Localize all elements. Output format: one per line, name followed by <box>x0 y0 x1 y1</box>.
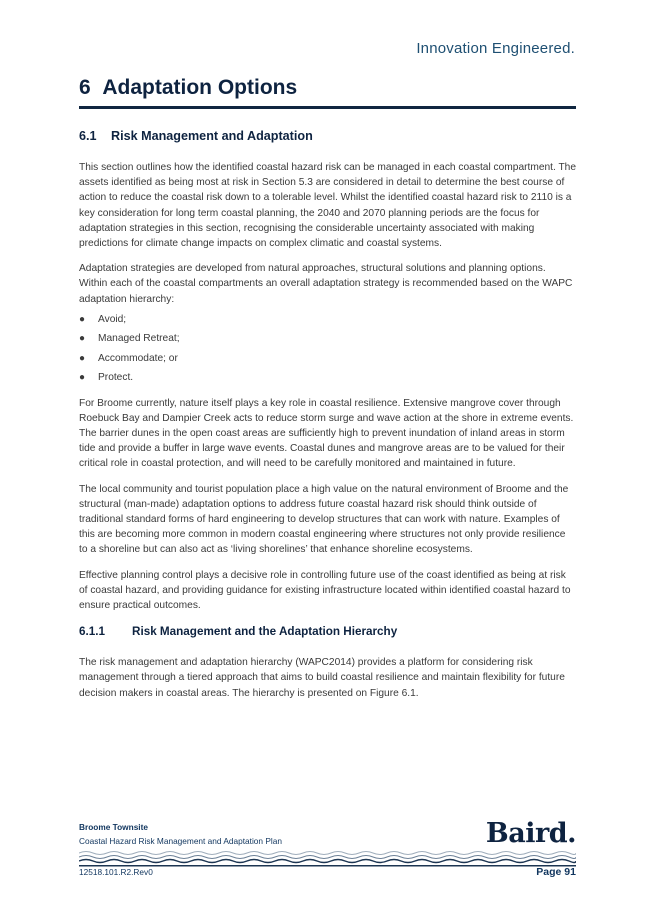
chapter-title: Adaptation Options <box>102 76 298 99</box>
paragraph: Adaptation strategies are developed from natural approaches, structural solutions and planning options. Within each of the coastal compartments an overall adaptation strategy is recommended based on the WAPC adaptation hierarchy: <box>79 263 573 305</box>
footer-project: Broome Townsite <box>79 822 148 832</box>
section-title: Risk Management and the Adaptation Hierarchy <box>132 625 398 639</box>
paragraph: The risk management and adaptation hierarchy (WAPC2014) provides a platform for considering risk management through a tiered approach that aims to build coastal resilience and maintain flexibility for future decision makers in coastal areas. The hierarchy is presented on Figure 6.1. <box>79 657 565 699</box>
footer-document-title: Coastal Hazard Risk Management and Adaptation Plan <box>79 836 282 846</box>
bullet-icon: ● <box>79 333 86 345</box>
section-heading-6-1-1 <box>79 625 576 638</box>
paragraph: Effective planning control plays a decisive role in controlling future use of the coast identified as being at risk of coastal hazard, and providing guidance for existing infrastructure located within identified coastal hazard to ensure practical outcomes. <box>79 569 571 611</box>
section-title: Risk Management and Adaptation <box>111 129 313 143</box>
section-number: 6.1.1 <box>79 625 105 639</box>
wave-divider-icon <box>79 849 576 869</box>
adaptation-hierarchy-list <box>79 312 576 386</box>
list-item: ● Managed Retreat; <box>79 331 576 346</box>
header-tagline: Innovation Engineered. <box>416 40 575 57</box>
bullet-icon: ● <box>79 313 86 325</box>
paragraph: For Broome currently, nature itself plays a key role in coastal resilience. Extensive mangrove cover through Roebuck Bay and Dampier Creek acts to reduce storm surge and wave action at the shore in extreme events. The barrier dunes in the open coast areas are sufficiently high to prevent inundation of inland areas in storm tide and provide a buffer in large wave events. Coastal dunes and mangrove areas are to be valued for their critical role in coastal protection, and will need to be carefully monitored and maintained in future. <box>79 397 574 470</box>
chapter-heading <box>79 76 297 100</box>
section-number: 6.1 <box>79 129 97 143</box>
document-reference: 12518.101.R2.Rev0 <box>79 867 153 877</box>
page-number: Page 91 <box>536 866 576 878</box>
main-content <box>79 129 576 711</box>
paragraph: This section outlines how the identified coastal hazard risk can be managed in each coastal compartment. The assets identified as being most at risk in Section 5.3 are considered in detail to determine the best course of action to reduce the coastal risk down to a tolerable level. Whilst the identified coastal hazard risk to 2110 is a key consideration for long term coastal planning, the 2040 and 2070 planning periods are the focus for adaptation strategies in this section, recognising the considerable uncertainty associated with making predictions for climate change impacts on complex climatic and coastal systems. <box>79 162 577 250</box>
page-footer <box>79 818 576 882</box>
list-item: ● Protect. <box>79 370 576 385</box>
bullet-icon: ● <box>79 372 86 384</box>
list-item: ● Avoid; <box>79 312 576 327</box>
baird-logo: Baird. <box>485 818 576 849</box>
chapter-divider <box>79 106 576 109</box>
list-item: ● Accommodate; or <box>79 351 576 366</box>
paragraph: The local community and tourist population place a high value on the natural environment of Broome and the structural (man-made) adaptation options to address future coastal hazard risk should think outside of traditional standard forms of hard engineering to develop structures that can work with nature. Examples of this are becoming more common in modern coastal engineering where structures not only provide resilience to a shoreline but can also act as ‘living shorelines’ that enhance shoreline ecosystems. <box>79 483 569 556</box>
section-heading-6-1 <box>79 129 576 143</box>
chapter-number: 6 <box>79 76 91 99</box>
bullet-icon: ● <box>79 352 86 364</box>
